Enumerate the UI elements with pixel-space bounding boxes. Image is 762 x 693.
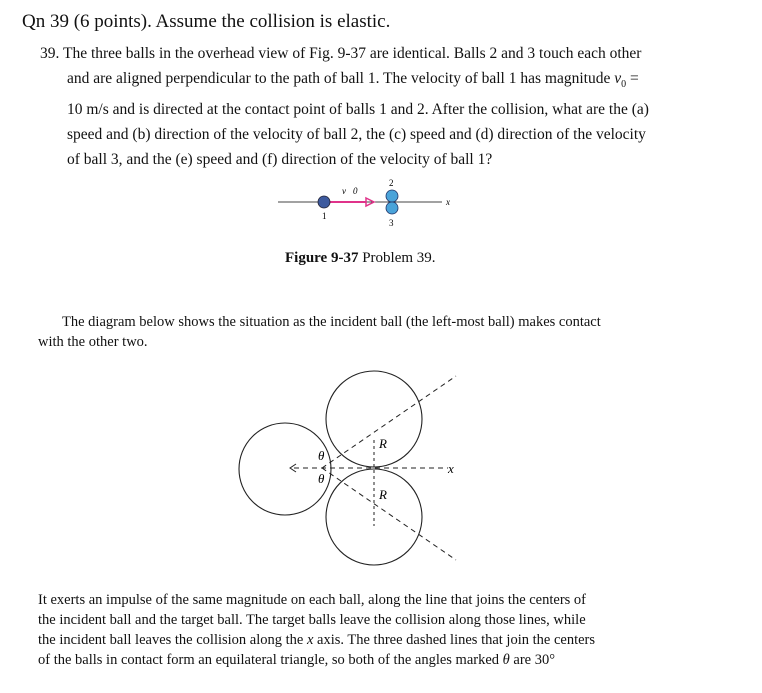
- paragraph-explanation: [38, 590, 738, 670]
- problem-line-4: speed and (b) direction of the velocity of ball 2, the (c) speed and (d) direction of the velocity: [67, 126, 646, 144]
- v0-subscript: 0: [621, 79, 627, 91]
- fig1-x-label: x: [446, 197, 450, 207]
- figure-caption: [285, 250, 436, 267]
- theta-symbol: θ: [502, 652, 510, 668]
- ball-3: [386, 202, 398, 214]
- fig2-x-label: x: [448, 461, 454, 476]
- paragraph-diagram-intro: [38, 312, 728, 352]
- caption-text: Problem 39.: [358, 250, 436, 266]
- para2-line-2: with the other two.: [38, 334, 148, 350]
- caption-figure-number: Figure 9-37: [285, 250, 359, 266]
- r-lower-label: R: [379, 487, 387, 502]
- para3-line-4a: of the balls in contact form an equilateral triangle, so both of the angles marked: [38, 652, 503, 668]
- problem-statement: [40, 41, 740, 172]
- para2-line-1: The diagram below shows the situation as the incident ball (the left-most ball) makes contact: [62, 314, 601, 330]
- ball-2: [386, 190, 398, 202]
- para3-line-2: the incident ball and the target ball. The target balls leave the collision along those lines, while: [38, 612, 586, 628]
- problem-line-2: [40, 66, 740, 97]
- para3-line-3b: axis. The three dashed lines that join the centers: [313, 632, 596, 648]
- theta-upper-label: θ: [318, 448, 325, 463]
- problem-line-1: 39. The three balls in the overhead view of Fig. 9-37 are identical. Balls 2 and 3 touch each other: [40, 45, 642, 62]
- ball-1: [318, 196, 330, 208]
- ball-2-label: 2: [389, 178, 394, 188]
- collision-diagram: [234, 362, 470, 584]
- problem-line-2a: and are aligned perpendicular to the path of ball 1. The velocity of ball 1 has magnitude: [67, 70, 615, 87]
- problem-line-3: 10 m/s and is directed at the contact point of balls 1 and 2. After the collision, what are the (a): [67, 101, 649, 119]
- problem-line-5: of ball 3, and the (e) speed and (f) direction of the velocity of ball 1?: [67, 151, 493, 169]
- para3-line-4: [38, 650, 738, 670]
- incident-ball-circle: [239, 423, 331, 515]
- question-title: Qn 39 (6 points). Assume the collision is elastic.: [22, 11, 391, 32]
- problem-line-2b: =: [626, 70, 639, 87]
- x-symbol: x: [306, 632, 314, 648]
- para3-line-4b: are 30°: [509, 652, 556, 668]
- r-upper-label: R: [379, 436, 387, 451]
- para3-line-3a: the incident ball leaves the collision along the: [38, 632, 307, 648]
- para3-line-1: It exerts an impulse of the same magnitude on each ball, along the line that joins the centers of: [38, 592, 587, 608]
- v0-symbol: v: [614, 70, 622, 87]
- para3-line-3: [38, 630, 738, 650]
- theta-lower-label: θ: [318, 471, 325, 486]
- ball-3-label: 3: [389, 218, 394, 228]
- ball-1-label: 1: [322, 211, 327, 221]
- figure-9-37: [270, 176, 470, 236]
- velocity-label: v⃗0: [342, 186, 358, 196]
